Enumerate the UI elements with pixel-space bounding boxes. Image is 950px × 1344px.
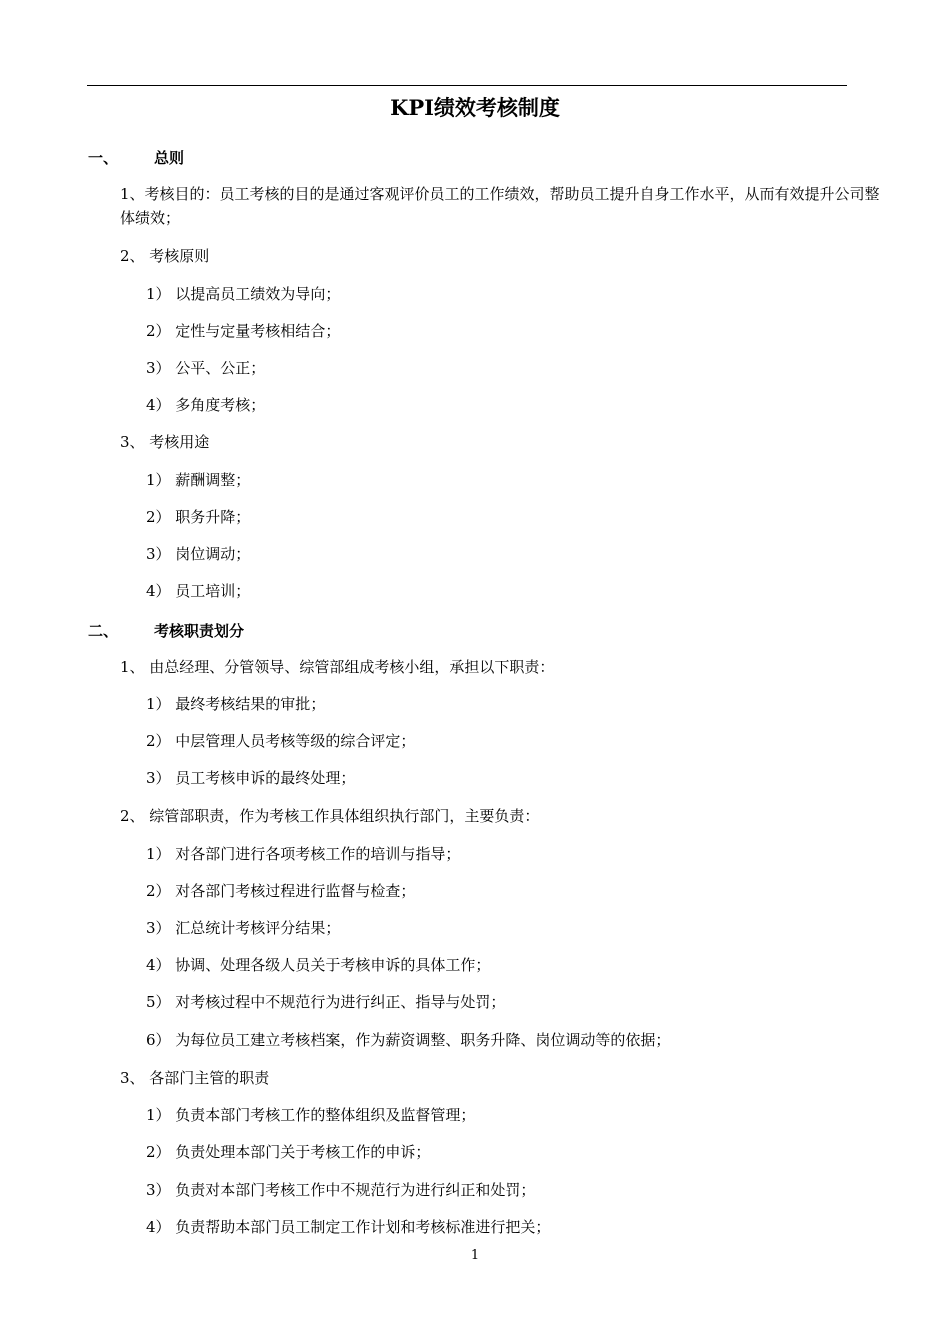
- sub-list-item: 5） 对考核过程中不规范行为进行纠正、指导与处罚；: [146, 993, 506, 1011]
- section-number: 二、: [88, 622, 119, 640]
- sub-list-item: 3） 汇总统计考核评分结果；: [146, 919, 341, 937]
- sub-list-item: 4） 多角度考核；: [146, 396, 266, 414]
- sub-list-item: 1） 以提高员工绩效为导向；: [146, 285, 341, 303]
- list-item: 2、 考核原则: [120, 247, 210, 265]
- sub-list-item: 1） 负责本部门考核工作的整体组织及监督管理；: [146, 1106, 476, 1124]
- sub-list-item: 6） 为每位员工建立考核档案，作为薪资调整、职务升降、岗位调动等的依据；: [146, 1031, 671, 1049]
- sub-list-item: 1） 对各部门进行各项考核工作的培训与指导；: [146, 845, 461, 863]
- sub-list-item: 3） 负责对本部门考核工作中不规范行为进行纠正和处罚；: [146, 1181, 536, 1199]
- sub-list-item: 2） 定性与定量考核相结合；: [146, 322, 341, 340]
- section-heading-1: [88, 147, 184, 169]
- section-title: 考核职责划分: [154, 622, 245, 640]
- top-rule: [87, 85, 847, 86]
- list-item: 3、 考核用途: [120, 433, 210, 451]
- list-item: 3、 各部门主管的职责: [120, 1069, 270, 1087]
- page-number: 1: [470, 1248, 480, 1263]
- sub-list-item: 4） 员工培训；: [146, 582, 251, 600]
- sub-list-item: 4） 协调、处理各级人员关于考核申诉的具体工作；: [146, 956, 491, 974]
- list-item: 1、 由总经理、分管领导、综管部组成考核小组，承担以下职责：: [120, 658, 555, 676]
- sub-list-item: 3） 员工考核申诉的最终处理；: [146, 769, 356, 787]
- sub-list-item: 1） 薪酬调整；: [146, 471, 251, 489]
- section-heading-2: [88, 620, 244, 642]
- sub-list-item: 1） 最终考核结果的审批；: [146, 695, 326, 713]
- section-number: 一、: [88, 149, 119, 167]
- sub-list-item: 2） 中层管理人员考核等级的综合评定；: [146, 732, 416, 750]
- sub-list-item: 2） 负责处理本部门关于考核工作的申诉；: [146, 1143, 431, 1161]
- list-item: 2、 综管部职责，作为考核工作具体组织执行部门，主要负责：: [120, 807, 540, 825]
- sub-list-item: 4） 负责帮助本部门员工制定工作计划和考核标准进行把关；: [146, 1218, 551, 1236]
- sub-list-item: 2） 职务升降；: [146, 508, 251, 526]
- document-title: KPI绩效考核制度: [390, 95, 560, 120]
- sub-list-item: 3） 公平、公正；: [146, 359, 266, 377]
- sub-list-item: 2） 对各部门考核过程进行监督与检查；: [146, 882, 416, 900]
- paragraph-purpose: 1、考核目的：员工考核的目的是通过客观评价员工的工作绩效，帮助员工提升自身工作水平，从而有效提升公司整体绩效；: [120, 185, 880, 227]
- sub-list-item: 3） 岗位调动；: [146, 545, 251, 563]
- section-title: 总则: [154, 149, 185, 167]
